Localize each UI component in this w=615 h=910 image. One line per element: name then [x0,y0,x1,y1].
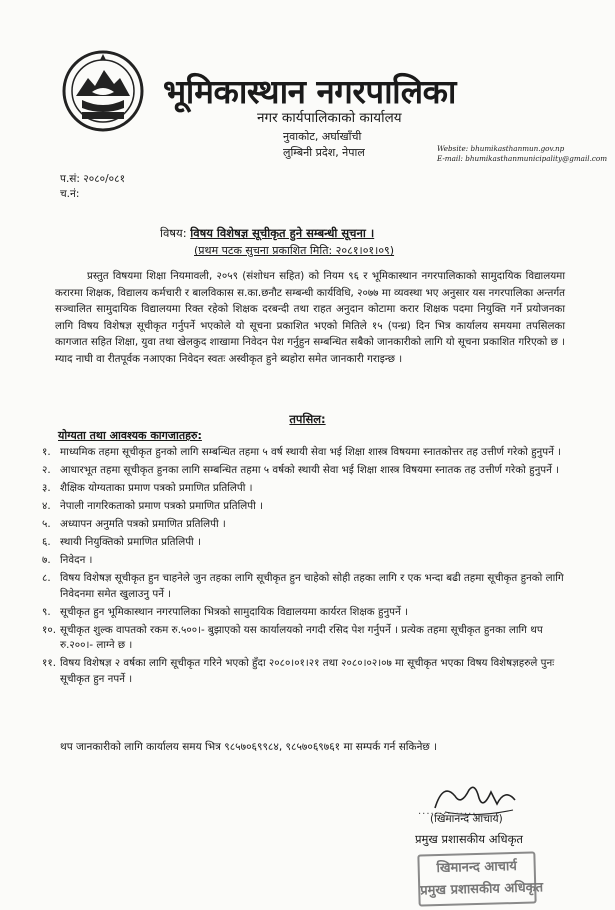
closing-line: थप जानकारीको लागि कार्यालय समय भित्र ९८५७०६९९८४, ९८५७०६९७६१ मा सम्पर्क गर्न सकिनेछ । [60,741,438,753]
list-item: १. माध्यमिक तहमा सूचीकृत हुनको लागि सम्बन्धित तहमा ५ वर्ष स्थायी सेवा भई शिक्षा शास्त्र विषयमा स्नातकोत्तर तह उत्तीर्ण गरेको हुनुपर्ने । [42,446,562,458]
subject-line [160,226,374,241]
signatory-designation: प्रमुख प्रशासकीय अधिकृत [415,832,523,846]
office-name: नगर कार्यपालिकाको कार्यालय [257,110,402,126]
contact-block [437,144,607,163]
subject-label: विषय: [160,226,187,240]
reference-numbers [60,172,125,202]
details-heading: तपसिल: [289,412,326,426]
stamp-line-2: प्रमुख प्रशासकीय अधिकृत [420,880,544,899]
requirements-heading: योग्यता तथा आवश्यक कागजातहरु: [58,429,202,442]
list-item: ११. विषय विशेषज्ञ २ वर्षका लागि सूचीकृत गरिने भएको हुँदा २०८०।०१।२१ तथा २०८०।०२।०७ मा सूचीकृत भएका विषय विशेषज्ञहरुले पुनः सूचीकृत हुन नपर्ने । [42,657,555,685]
list-item: ४. नेपाली नागरिकताको प्रमाण पत्रको प्रमाणित प्रतिलिपी । [42,500,263,512]
notice-body: प्रस्तुत विषयमा शिक्षा नियमावली, २०५९ (संशोधन सहित) को नियम ९६ र भूमिकास्थान नगरपालिकाको सामुदायिक विद्यालयमा करारमा शिक्षक, विद्यालय कर्मचारी र बालविकास स.का.छनौट सम्बन्धी कार्यविधि, २०७७ मा व्यवस्था भए अनुसार यस नगरपालिका अन्तर्गत सञ्चालित सामुदायिक विद्यालयमा रिक्त रहेको शिक्षक दरबन्दी तथा राहत अनुदान कोटामा करार शिक्षक पदमा नियुक्ति गर्ने प्रयोजनका लागि विषय विशेषज्ञ सूचीकृत गर्नुपर्ने भएकोले यो सूचना प्रकाशित भएको मितिले १५ (पन्ध्र) दिन भित्र कार्यालय समयमा तपसिलका कागजात सहित शिक्षा, युवा तथा खेलकुद शाखामा निवेदन पेश गर्नुहुन सम्बन्धित सबैको जानकारीको लागि यो सूचना प्रकाशित गरिएको छ । म्याद नाघी वा रीतपूर्वक नआएका निवेदन स्वतः अस्वीकृत हुने ब्यहोरा समेत जानकारी गराइन्छ । [55,270,565,365]
letter-number: प.सं: २०८०/०८१ [60,173,126,185]
list-item: २. आधारभूत तहमा सूचीकृत हुनका लागि सम्बन्धित तहमा ५ वर्षको स्थायी सेवा भई शिक्षा शास्त्र विषयमा स्नातक तह उत्तीर्ण गरेको हुनुपर्ने । [42,464,560,476]
signature-line: .............. [418,806,477,817]
address-line-2: लुम्बिनी प्रदेश, नेपाल [283,146,365,159]
subject-text: विषय विशेषज्ञ सूचीकृत हुने सम्बन्धी सूचना । [190,226,375,240]
list-item: ९. सूचीकृत हुन भूमिकास्थान नगरपालिका भित्रको सामुदायिक विद्यालयमा कार्यरत शिक्षक हुनुपर्ने । [42,605,408,618]
list-item: ३. शैक्षिक योग्यताका प्रमाण पत्रको प्रमाणित प्रतिलिपी । [42,482,253,494]
email-text: E-mail: bhumikasthanmunicipality@gmail.com [437,153,608,163]
list-item: ७. निवेदन । [42,554,93,566]
list-item: ५. अध्यापन अनुमति पत्रको प्रमाणित प्रतिलिपी । [42,518,226,530]
list-item: ८. विषय विशेषज्ञ सूचीकृत हुन चाहनेले जुन तहका लागि सूचीकृत हुन चाहेको सोही तहका लागि र एक भन्दा बढी तहमा सूचीकृत हुनको लागि निवेदनमा समेत खुलाउनु पर्ने । [42,572,564,600]
municipal-emblem-icon [62,50,144,132]
dispatch-number: च.नं: [60,188,80,200]
list-item: १०. सूचीकृत शुल्क वापतको रकम रु.५००।- बुझाएको यस कार्यालयको नगदी रसिद पेश गर्नुपर्ने । प्रत्येक तहमा सूचीकृत हुनका लागि थप रु.२००।- लाग्ने छ । [42,623,543,651]
signatory-name: (खिमानन्द आचार्य) [430,813,503,825]
publication-date: (प्रथम पटक सुचना प्रकाशित मिति: २०८१।०१।०९) [194,244,395,257]
list-item: ६. स्थायी नियुक्तिको प्रमाणित प्रतिलिपी । [42,536,201,548]
org-name: भूमिकास्थान नगरपालिका [163,72,456,111]
address-line-1: नुवाकोट, अर्घाखाँची [283,130,362,143]
stamp-line-1: खिमानन्द आचार्य [436,858,518,877]
website-text: Website: bhumikasthanmun.gov.np [437,144,565,153]
official-stamp [417,851,544,906]
requirements-list [42,445,567,690]
